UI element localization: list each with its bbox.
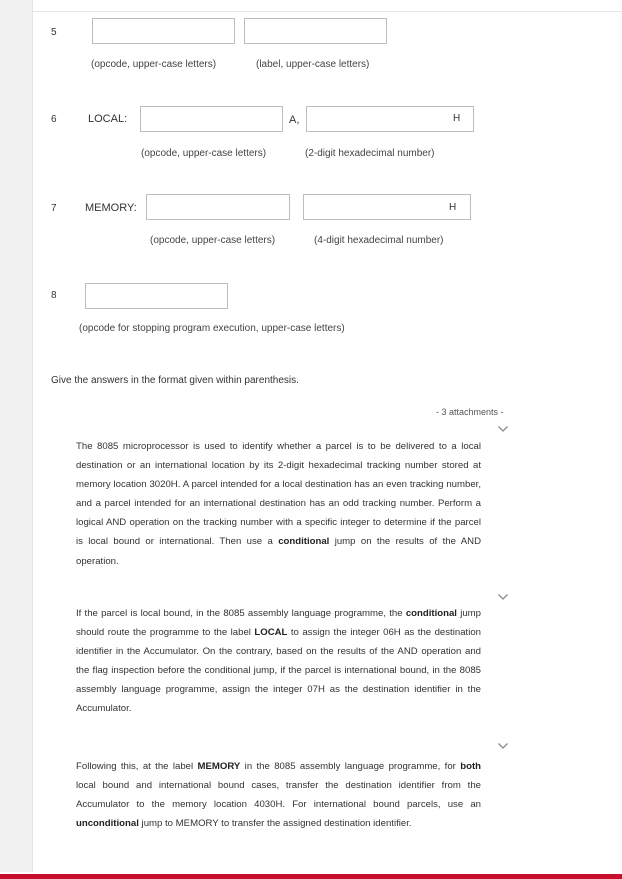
- q8-opcode-input[interactable]: [85, 283, 228, 309]
- text-run: jump should route the programme to the label: [76, 608, 481, 639]
- q6-local-label: LOCAL:: [88, 113, 128, 125]
- q6-hex-input[interactable]: [306, 106, 474, 132]
- q5-label-input[interactable]: [244, 18, 387, 44]
- q5-opcode-input[interactable]: [92, 18, 235, 44]
- text-run: local bound and international bound cases, transfer the destination identifier from the Accumulator to the memory location 4030H. For international bound parcels, use an: [76, 780, 481, 811]
- answer-format-instruction: Give the answers in the format given within parenthesis.: [51, 375, 299, 386]
- bold-term: conditional: [278, 536, 330, 548]
- q7-opcode-input[interactable]: [146, 194, 290, 220]
- chevron-down-icon[interactable]: [497, 742, 509, 750]
- q6-opcode-input[interactable]: [140, 106, 283, 132]
- paragraph-text: [76, 757, 481, 833]
- question-number-7: 7: [51, 203, 57, 214]
- text-run: jump on the results of the AND operation.: [76, 536, 482, 567]
- q6-hex-hint: (2-digit hexadecimal number): [305, 148, 435, 159]
- q7-hex-suffix: H: [449, 202, 457, 213]
- attachment-paragraph-2: [76, 604, 481, 719]
- q5-label-hint: (label, upper-case letters): [256, 59, 370, 70]
- bold-term: conditional: [405, 608, 457, 619]
- attachments-toggle[interactable]: - 3 attachments -: [436, 407, 504, 417]
- attachment-paragraph-3: [76, 757, 481, 833]
- text-run: jump to MEMORY to transfer the assigned destination identifier.: [138, 818, 412, 830]
- text-run: in the 8085 assembly language programme, for: [240, 761, 461, 772]
- question-number-6: 6: [51, 114, 57, 125]
- top-divider: [32, 11, 622, 12]
- bold-term: MEMORY: [197, 761, 241, 772]
- q5-opcode-hint: (opcode, upper-case letters): [91, 59, 217, 70]
- q7-opcode-hint: (opcode, upper-case letters): [150, 235, 276, 246]
- q6-separator: A,: [289, 114, 300, 126]
- paragraph-text: [76, 604, 481, 719]
- attachment-paragraph-1: [76, 437, 481, 571]
- bold-term: LOCAL: [254, 627, 288, 639]
- paragraph-text: [76, 437, 481, 571]
- q8-opcode-hint: (opcode for stopping program execution, upper-case letters): [79, 323, 345, 334]
- q6-hex-suffix: H: [453, 113, 461, 124]
- text-run: to assign the integer 06H as the destination identifier in the Accumulator. On the contrary, based on the results of the AND operation and the flag inspection before the conditional jump, if the parcel is international bound, in the 8085 assembly language programme, assign the integer 07H as the destination identifier in the Accumulator.: [76, 627, 481, 715]
- text-run: Following this, at the label: [76, 761, 198, 772]
- left-gutter: [0, 0, 33, 872]
- bold-term: unconditional: [76, 818, 139, 830]
- text-run: The 8085 microprocessor is used to identify whether a parcel is to be delivered to a local destination or an international location by its 2-digit hexadecimal tracking number stored at memory location 3020H. A parcel intended for a local destination has an even tracking number, and a parcel intended for an international destination has an odd tracking number. Perform a logical AND operation on the tracking number with a specific integer to determine if the parcel is local bound or international. Then use a: [76, 441, 481, 548]
- chevron-down-icon[interactable]: [497, 425, 509, 433]
- q7-hex-hint: (4-digit hexadecimal number): [314, 235, 444, 246]
- question-number-5: 5: [51, 27, 57, 38]
- q6-opcode-hint: (opcode, upper-case letters): [141, 148, 267, 159]
- q7-memory-label: MEMORY:: [85, 202, 137, 214]
- text-run: If the parcel is local bound, in the 8085 assembly language programme, the: [76, 608, 406, 619]
- chevron-down-icon[interactable]: [497, 593, 509, 601]
- accent-bar: [0, 874, 622, 879]
- question-number-8: 8: [51, 290, 57, 301]
- q7-hex-input[interactable]: [303, 194, 471, 220]
- bold-term: both: [460, 761, 481, 772]
